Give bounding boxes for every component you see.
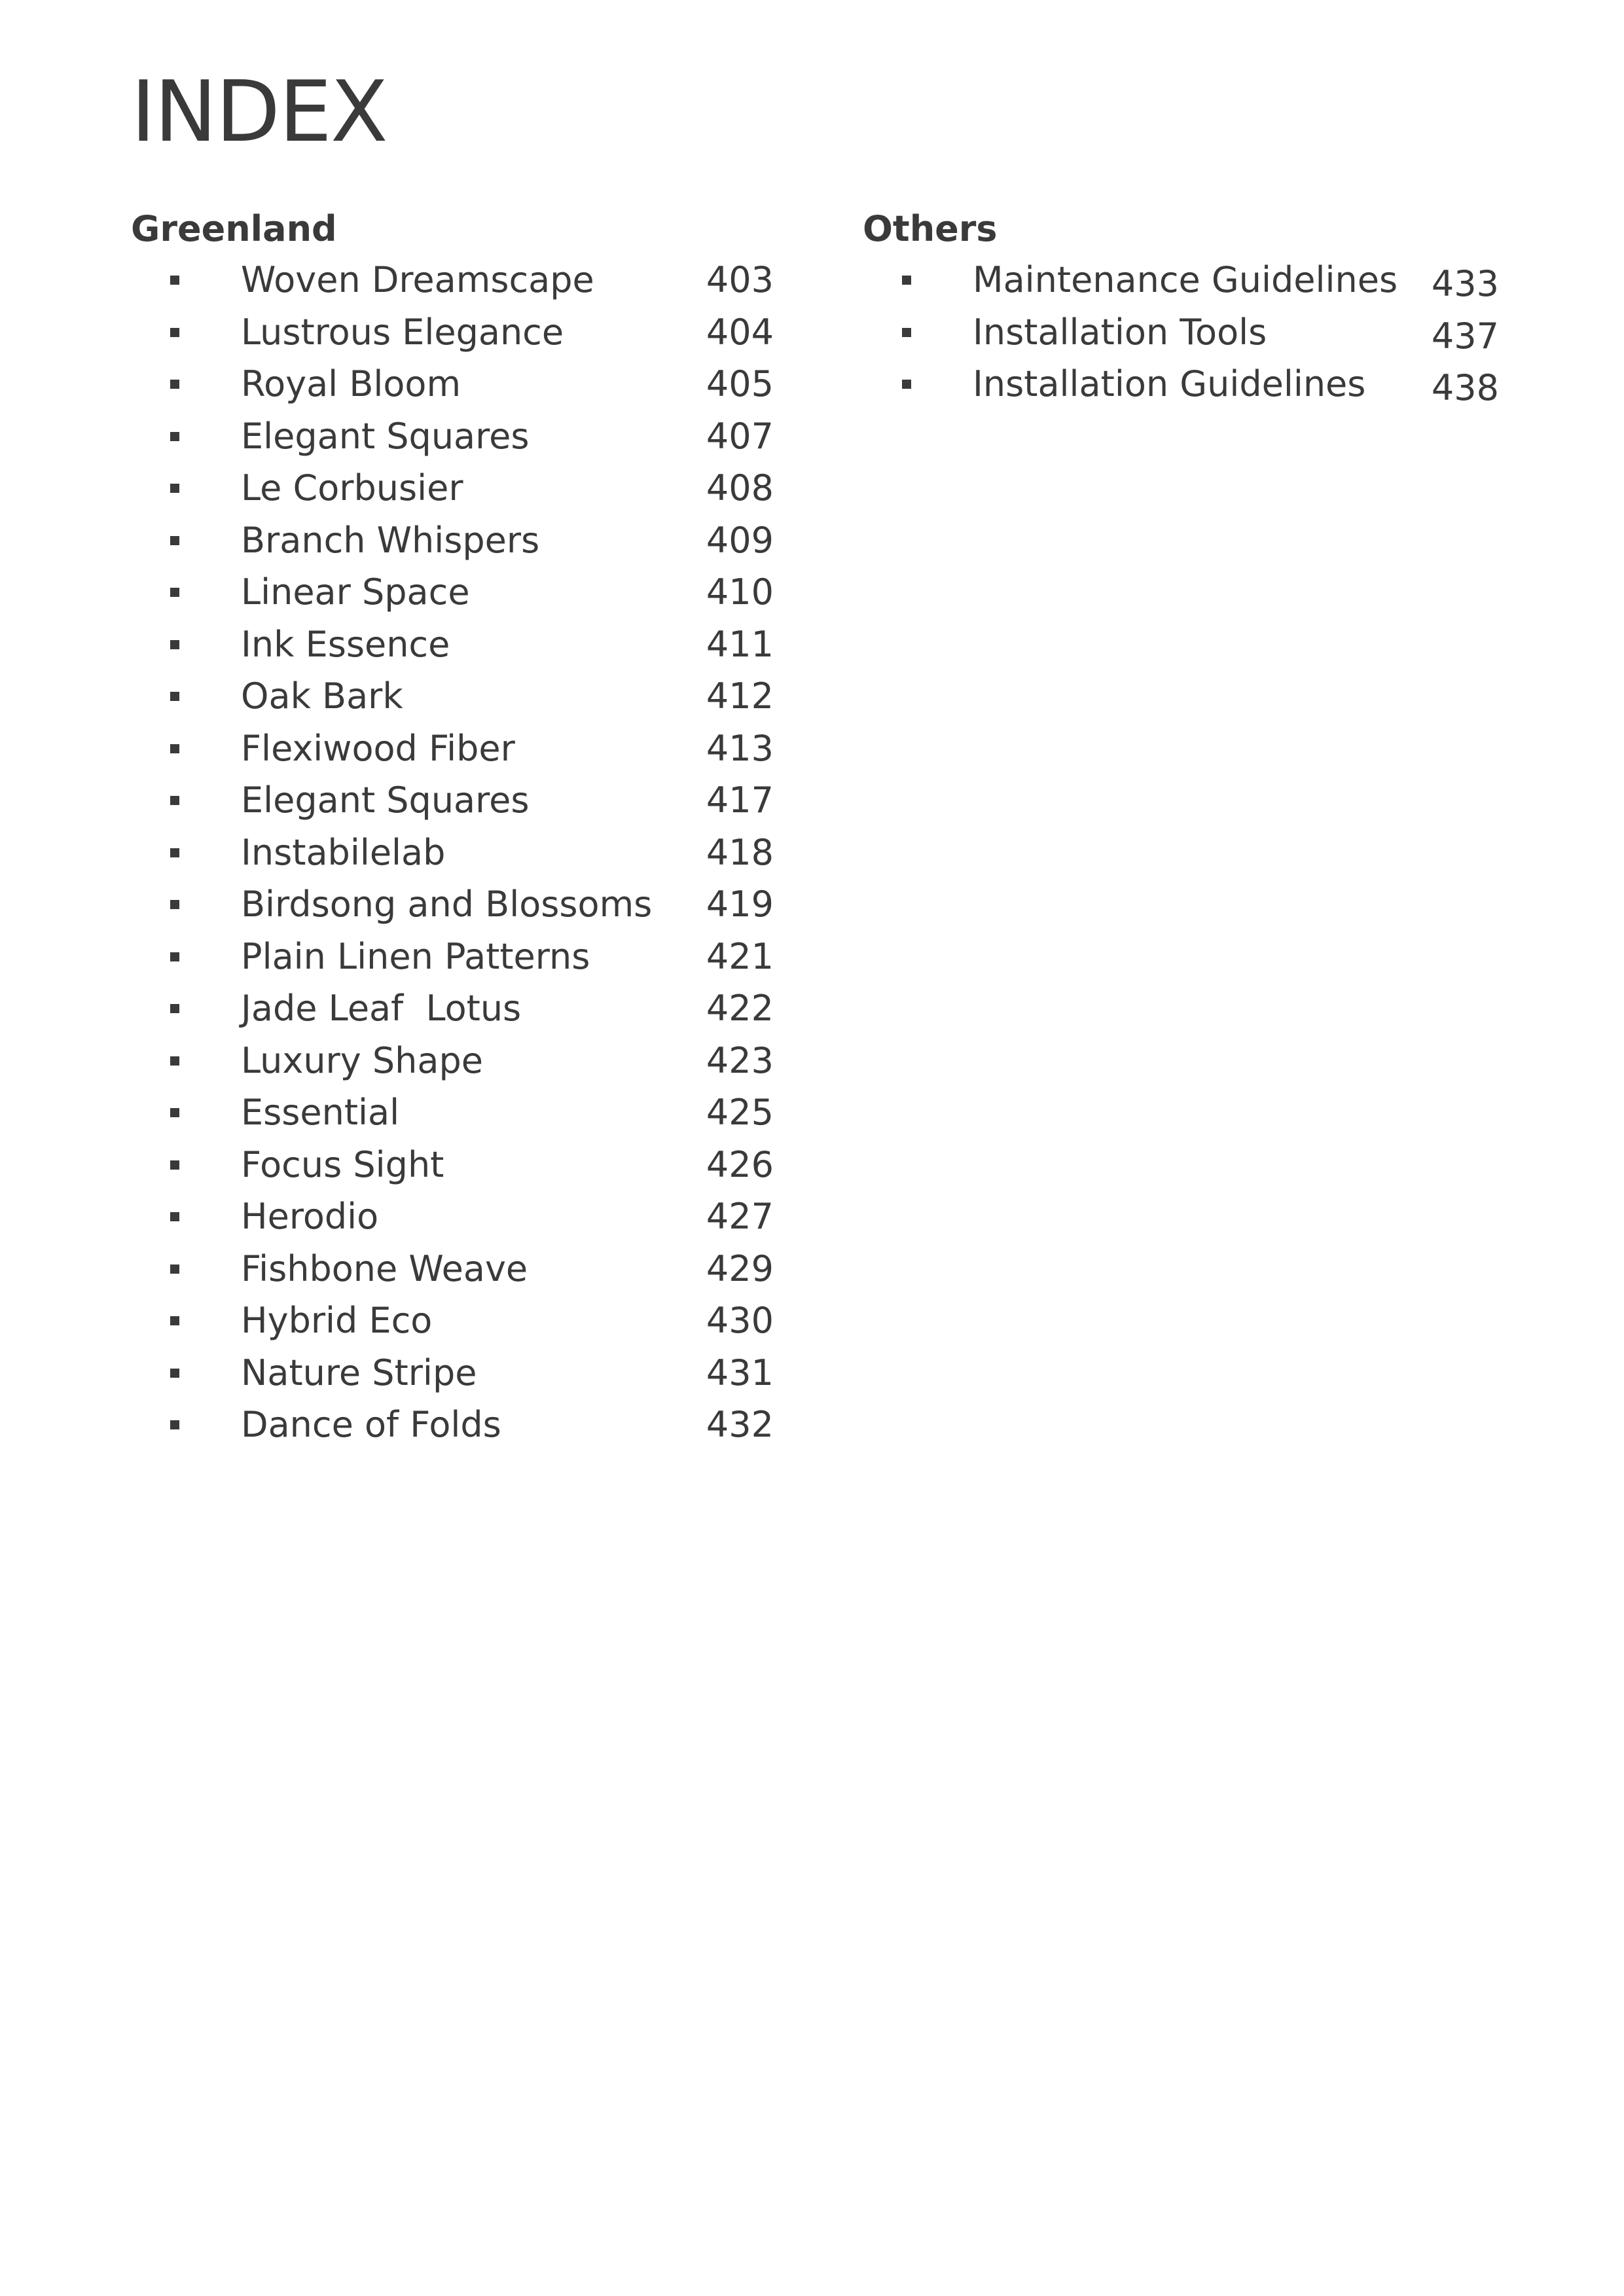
entry-title: Elegant Squares	[241, 780, 530, 821]
page-title: INDEX	[131, 63, 387, 161]
page-number: 405	[706, 363, 774, 404]
bullet-icon	[170, 588, 179, 597]
entry-title: Nature Stripe	[241, 1352, 477, 1393]
page-number: 423	[706, 1039, 774, 1081]
entry-title: Elegant Squares	[241, 415, 530, 457]
index-entry	[131, 1295, 785, 1347]
entry-title: Le Corbusier	[241, 467, 463, 509]
entry-title: Lustrous Elegance	[241, 311, 564, 353]
entry-title: Instabilelab	[241, 831, 446, 873]
bullet-icon	[902, 328, 911, 337]
bullet-icon	[170, 432, 179, 441]
page-number: 410	[706, 571, 774, 613]
entry-title: Plain Linen Patterns	[241, 935, 590, 977]
index-entry	[131, 878, 785, 931]
bullet-icon	[170, 848, 179, 857]
page-number: 427	[706, 1196, 774, 1237]
bullet-icon	[170, 1369, 179, 1378]
bullet-icon	[170, 276, 179, 285]
index-entry	[131, 1399, 785, 1451]
entry-title: Royal Bloom	[241, 363, 461, 404]
index-entry	[131, 1139, 785, 1191]
page-number: 438	[1431, 367, 1499, 408]
entry-list	[863, 254, 1517, 410]
entry-title: Maintenance Guidelines	[973, 259, 1398, 300]
section-others	[863, 204, 1517, 410]
entry-title: Dance of Folds	[241, 1404, 501, 1445]
index-entry	[131, 931, 785, 983]
bullet-icon	[170, 1056, 179, 1066]
entry-title: Installation Tools	[973, 311, 1267, 353]
bullet-icon	[170, 484, 179, 493]
page-number: 412	[706, 675, 774, 717]
page-number: 437	[1431, 315, 1499, 357]
page-number: 433	[1431, 263, 1499, 304]
bullet-icon	[170, 692, 179, 701]
page-number: 403	[706, 259, 774, 300]
entry-title: Oak Bark	[241, 675, 403, 717]
entry-title: Focus Sight	[241, 1143, 444, 1185]
index-entry	[131, 410, 785, 463]
bullet-icon	[170, 328, 179, 337]
section-heading: Others	[863, 208, 998, 249]
index-entry	[131, 306, 785, 359]
entry-list	[131, 254, 785, 1451]
entry-title: Hybrid Eco	[241, 1300, 433, 1341]
bullet-icon	[170, 380, 179, 389]
index-entry	[863, 254, 1517, 306]
index-entry	[131, 1035, 785, 1087]
bullet-icon	[170, 1108, 179, 1117]
bullet-icon	[170, 640, 179, 649]
entry-title: Fishbone Weave	[241, 1247, 528, 1289]
index-entry	[863, 306, 1517, 359]
index-entry	[131, 254, 785, 306]
bullet-icon	[170, 900, 179, 909]
entry-title: Ink Essence	[241, 623, 450, 665]
page-number: 404	[706, 311, 774, 353]
page-number: 417	[706, 780, 774, 821]
index-entry	[131, 982, 785, 1035]
index-entry	[131, 462, 785, 514]
entry-title: Linear Space	[241, 571, 470, 613]
bullet-icon	[170, 952, 179, 961]
page-number: 407	[706, 415, 774, 457]
page-number: 418	[706, 831, 774, 873]
entry-title: Luxury Shape	[241, 1039, 483, 1081]
page-number: 422	[706, 988, 774, 1029]
bullet-icon	[170, 536, 179, 545]
bullet-icon	[170, 1212, 179, 1221]
page-number: 408	[706, 467, 774, 509]
entry-title: Jade Leaf Lotus	[241, 988, 522, 1029]
index-entry	[863, 358, 1517, 410]
index-entry	[131, 670, 785, 723]
entry-title: Birdsong and Blossoms	[241, 884, 653, 925]
bullet-icon	[170, 1160, 179, 1170]
index-entry	[131, 514, 785, 567]
bullet-icon	[902, 380, 911, 389]
index-entry	[131, 358, 785, 410]
bullet-icon	[170, 796, 179, 805]
bullet-icon	[170, 1420, 179, 1429]
page-number: 431	[706, 1352, 774, 1393]
entry-title: Woven Dreamscape	[241, 259, 594, 300]
page-number: 419	[706, 884, 774, 925]
page-number: 409	[706, 519, 774, 561]
page-number: 426	[706, 1143, 774, 1185]
page-number: 425	[706, 1092, 774, 1133]
bullet-icon	[170, 1265, 179, 1274]
index-entry	[131, 1243, 785, 1295]
index-entry	[131, 1347, 785, 1399]
index-entry	[131, 566, 785, 619]
page-number: 411	[706, 623, 774, 665]
index-entry	[131, 723, 785, 775]
page-number: 421	[706, 935, 774, 977]
bullet-icon	[170, 1004, 179, 1013]
bullet-icon	[170, 1316, 179, 1325]
index-entry	[131, 619, 785, 671]
section-greenland	[131, 204, 785, 1451]
index-entry	[131, 827, 785, 879]
entry-title: Flexiwood Fiber	[241, 727, 515, 769]
entry-title: Essential	[241, 1092, 400, 1133]
bullet-icon	[170, 744, 179, 753]
page-number: 432	[706, 1404, 774, 1445]
index-entry	[131, 1086, 785, 1139]
page-number: 430	[706, 1300, 774, 1341]
section-heading: Greenland	[131, 208, 337, 249]
bullet-icon	[902, 276, 911, 285]
entry-title: Branch Whispers	[241, 519, 540, 561]
entry-title: Installation Guidelines	[973, 363, 1366, 404]
entry-title: Herodio	[241, 1196, 379, 1237]
page-number: 413	[706, 727, 774, 769]
page-number: 429	[706, 1247, 774, 1289]
index-entry	[131, 1191, 785, 1243]
index-entry	[131, 774, 785, 827]
